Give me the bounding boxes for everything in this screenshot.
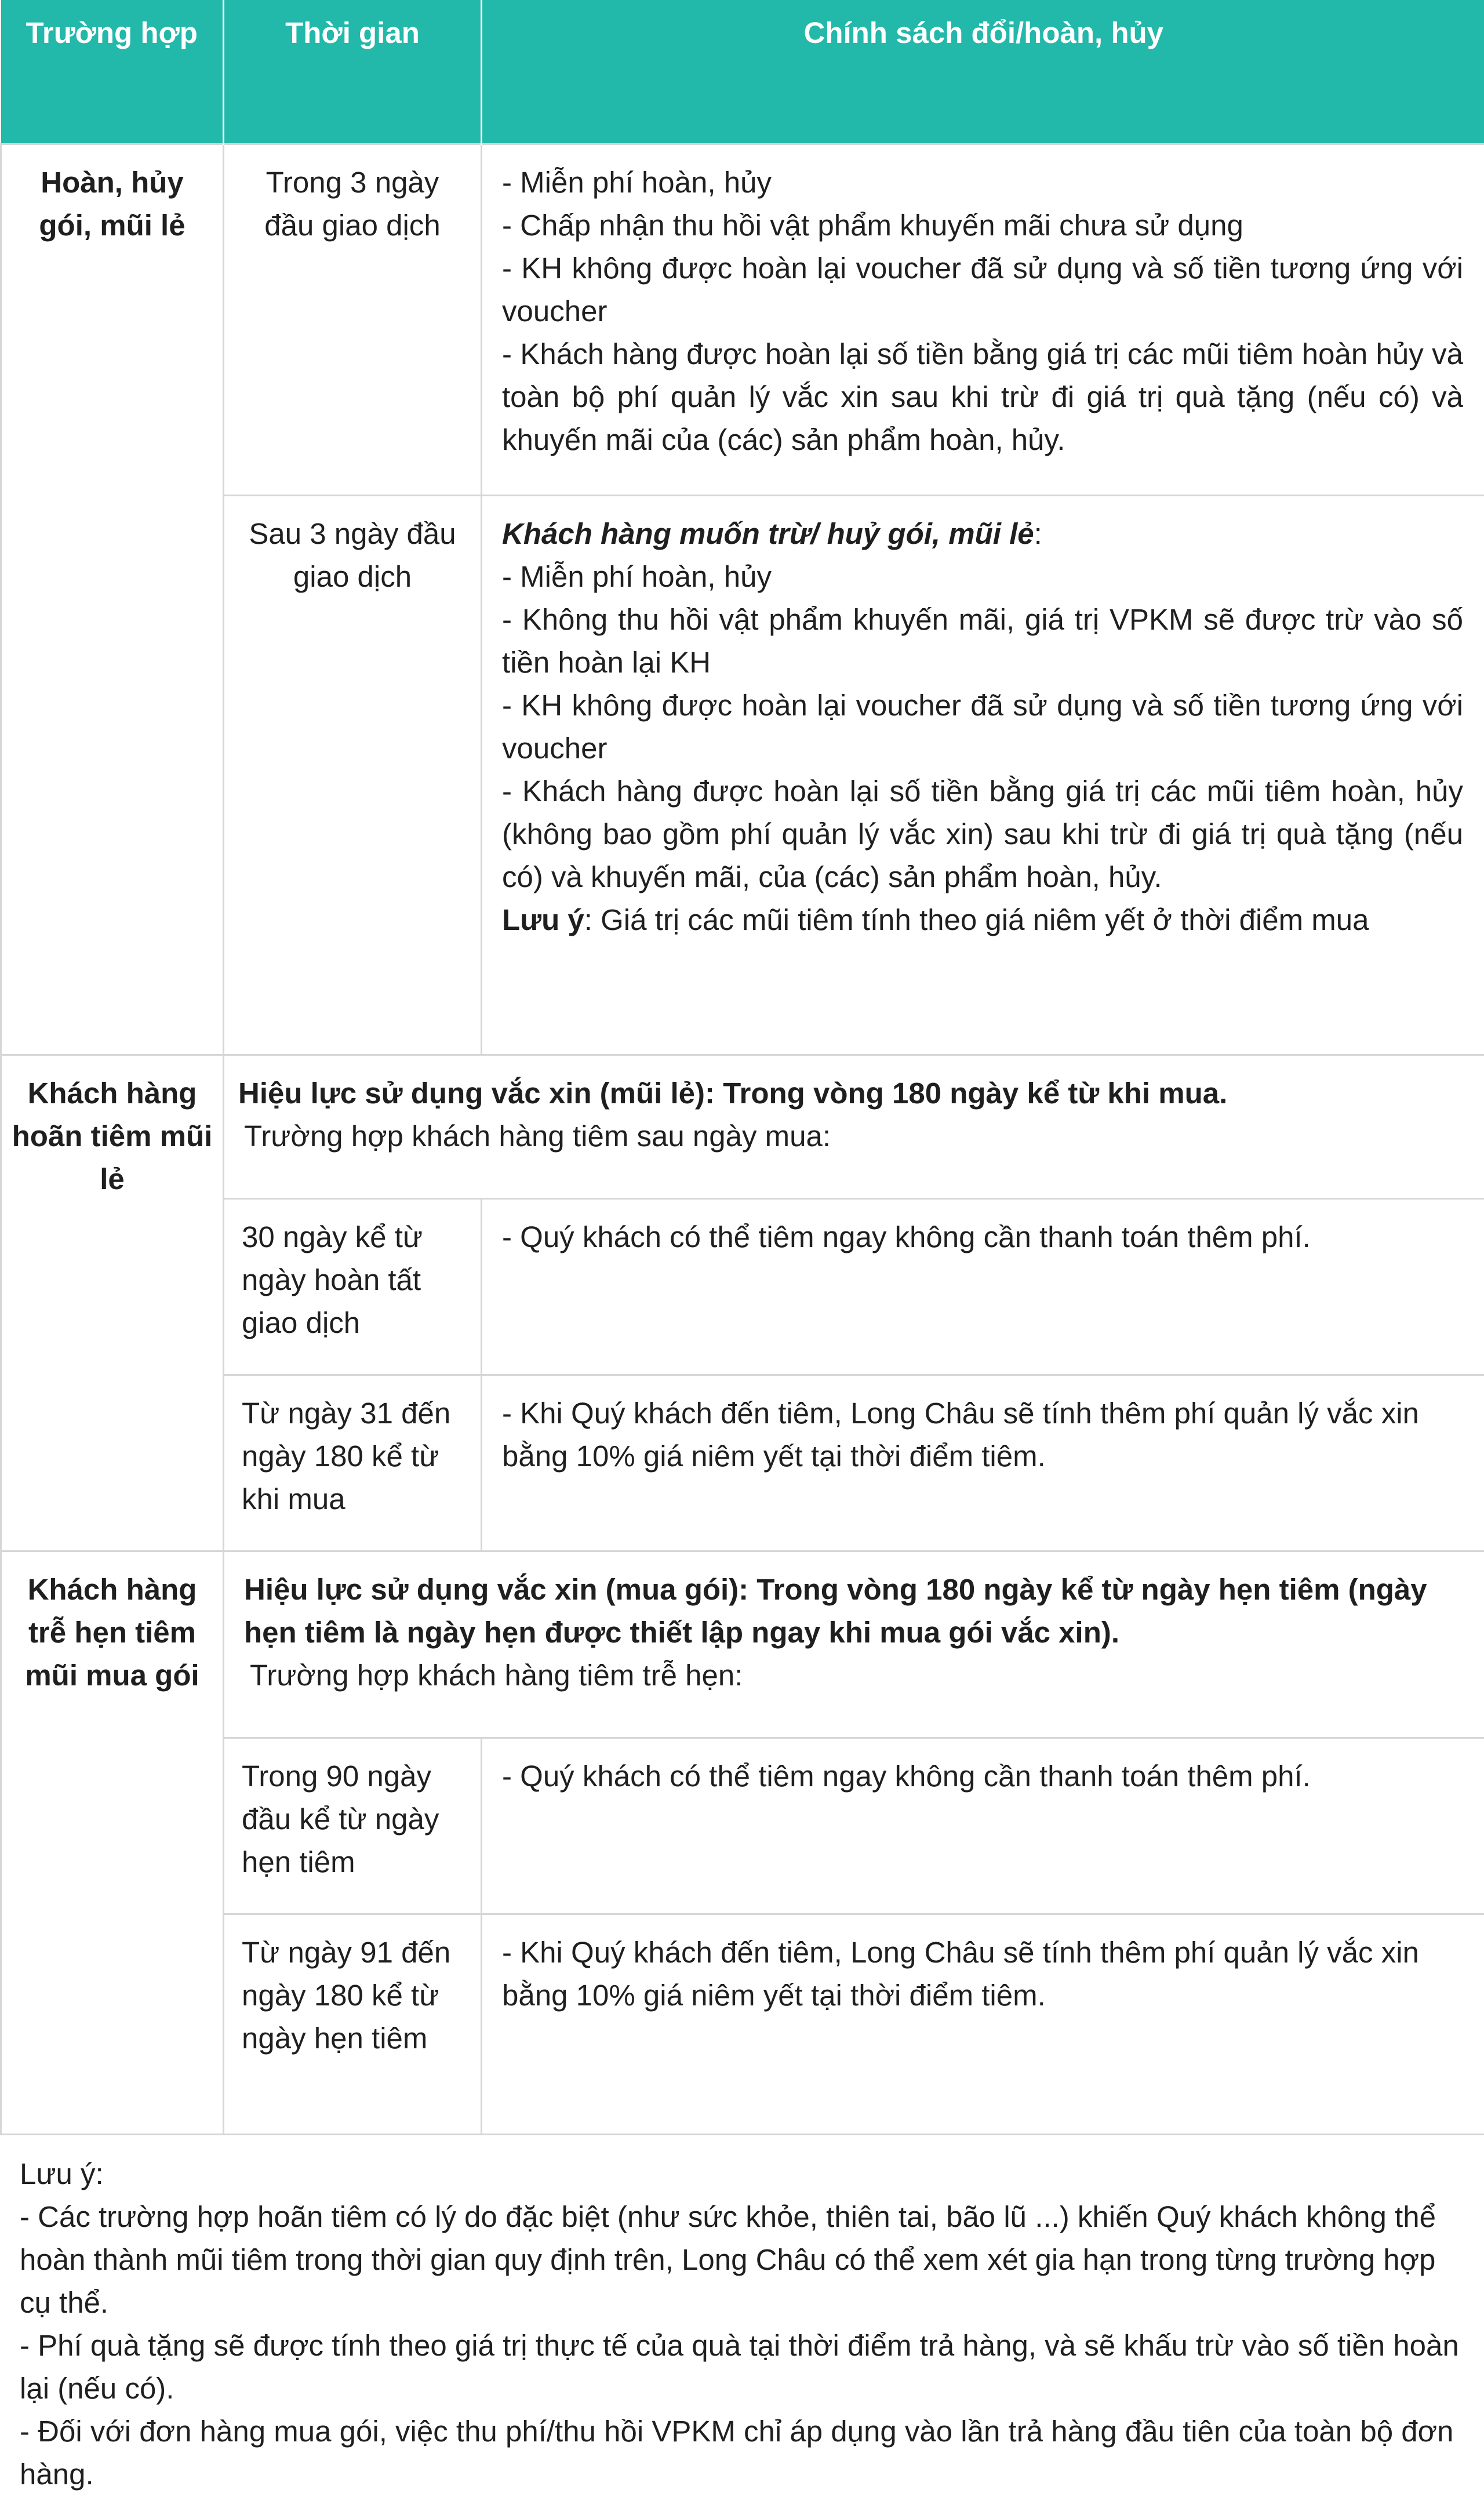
validity-cell [224, 1551, 1484, 1738]
validity-sub: Trường hợp khách hàng tiêm trễ hẹn: [250, 1658, 743, 1692]
table-row [1, 1738, 1484, 1914]
policy-intro-text: Khách hàng muốn trừ/ huỷ gói, mũi lẻ [502, 517, 1034, 550]
header-policy: Chính sách đổi/hoàn, hủy [482, 0, 1484, 144]
validity-sub: Trường hợp khách hàng tiêm sau ngày mua: [244, 1119, 831, 1153]
table-header-row [1, 0, 1484, 144]
policy-line: - KH không được hoàn lại voucher đã sử dụng và số tiền tương ứng với voucher [502, 251, 1463, 328]
header-time: Thời gian [224, 0, 482, 144]
table-row [1, 1198, 1484, 1375]
time-cell: Trong 3 ngày đầu giao dịch [224, 144, 482, 495]
policy-line: - KH không được hoàn lại voucher đã sử dụng và số tiền tương ứng với voucher [502, 688, 1463, 765]
policy-line: - Không thu hồi vật phẩm khuyến mãi, giá trị VPKM sẽ được trừ vào số tiền hoàn lại KH [502, 602, 1463, 679]
case-refund-cancel: Hoàn, hủy gói, mũi lẻ [1, 144, 224, 1055]
policy-note-label: Lưu ý [502, 903, 584, 936]
policy-cell: - Quý khách có thể tiêm ngay không cần thanh toán thêm phí. [482, 1738, 1484, 1914]
validity-text: Hiệu lực sử dụng vắc xin (mua gói): Trong vòng 180 ngày kể từ ngày hẹn tiêm (ngày hẹn tiêm là ngày hẹn được thiết lập ngay khi mua gói vắc xin). [244, 1572, 1427, 1649]
policy-cell: - Khi Quý khách đến tiêm, Long Châu sẽ tính thêm phí quản lý vắc xin bằng 10% giá niêm yết tại thời điểm tiêm. [482, 1375, 1484, 1551]
table-row [1, 1055, 1484, 1198]
footer-line: - Đối với đơn hàng mua gói, việc thu phí/thu hồi VPKM chỉ áp dụng vào lần trả hàng đầu tiên của toàn bộ đơn hàng. [20, 2414, 1454, 2491]
table-row [1, 1914, 1484, 2134]
policy-cell [482, 144, 1484, 495]
header-case: Trường hợp [1, 0, 224, 144]
policy-line: - Khách hàng được hoàn lại số tiền bằng giá trị các mũi tiêm hoàn, hủy (không bao gồm phí quản lý vắc xin) sau khi trừ đi giá trị quà tặng (nếu có) và khuyến mãi, của (các) sản phẩm hoàn, hủy. [502, 774, 1463, 893]
validity-cell [224, 1055, 1484, 1198]
policy-line: - Miễn phí hoàn, hủy [502, 559, 772, 593]
case-late-package: Khách hàng trễ hẹn tiêm mũi mua gói [1, 1551, 224, 2134]
policy-line: - Miễn phí hoàn, hủy [502, 165, 772, 199]
validity-text: Hiệu lực sử dụng vắc xin (mũi lẻ): Trong vòng 180 ngày kể từ khi mua. [238, 1076, 1228, 1110]
time-cell: Sau 3 ngày đầu giao dịch [224, 495, 482, 1055]
policy-cell: - Khi Quý khách đến tiêm, Long Châu sẽ tính thêm phí quản lý vắc xin bằng 10% giá niêm yết tại thời điểm tiêm. [482, 1914, 1484, 2134]
footer-line: - Phí quà tặng sẽ được tính theo giá trị thực tế của quà tại thời điểm trả hàng, và sẽ khấu trừ vào số tiền hoàn lại (nếu có). [20, 2328, 1459, 2405]
policy-cell: - Quý khách có thể tiêm ngay không cần thanh toán thêm phí. [482, 1198, 1484, 1375]
policy-note [502, 899, 1463, 942]
case-postpone-single: Khách hàng hoãn tiêm mũi lẻ [1, 1055, 224, 1551]
time-cell: 30 ngày kể từ ngày hoàn tất giao dịch [224, 1198, 482, 1375]
time-cell: Từ ngày 31 đến ngày 180 kể từ khi mua [224, 1375, 482, 1551]
policy-intro [502, 513, 1463, 555]
table-row [1, 1551, 1484, 1738]
footer-title: Lưu ý: [20, 2157, 104, 2190]
policy-line: - Khách hàng được hoàn lại số tiền bằng giá trị các mũi tiêm hoàn hủy và toàn bộ phí quản lý vắc xin sau khi trừ đi giá trị quà tặng (nếu có) và khuyến mãi của (các) sản phẩm hoàn, hủy. [502, 337, 1463, 456]
policy-intro-suffix: : [1034, 517, 1042, 550]
policy-note-text: : Giá trị các mũi tiêm tính theo giá niêm yết ở thời điểm mua [584, 903, 1369, 936]
policy-line: - Chấp nhận thu hồi vật phẩm khuyến mãi chưa sử dụng [502, 208, 1243, 242]
table-row [1, 495, 1484, 1055]
time-cell: Từ ngày 91 đến ngày 180 kể từ ngày hẹn tiêm [224, 1914, 482, 2134]
table-row [1, 1375, 1484, 1551]
footer-note [0, 2135, 1484, 2496]
footer-line: - Các trường hợp hoãn tiêm có lý do đặc biệt (như sức khỏe, thiên tai, bão lũ ...) khiến Quý khách không thể hoàn thành mũi tiêm trong thời gian quy định trên, Long Châu có thể xem xét gia hạn trong từng trường hợp cụ thể. [20, 2200, 1436, 2319]
policy-cell [482, 495, 1484, 1055]
table-row [1, 144, 1484, 495]
time-cell: Trong 90 ngày đầu kể từ ngày hẹn tiêm [224, 1738, 482, 1914]
